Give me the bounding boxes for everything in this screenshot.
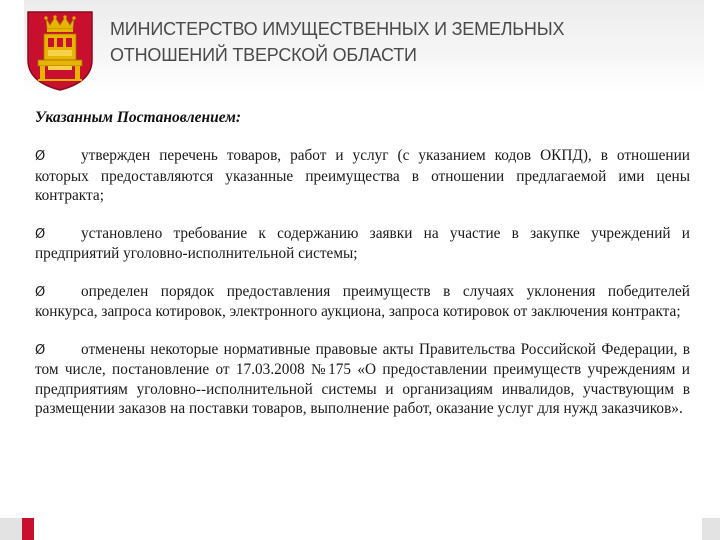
list-item: [35, 146, 690, 206]
list-item: [35, 282, 690, 322]
intro-heading: Указанным Постановлением:: [35, 109, 241, 126]
tver-coat-of-arms-icon: [24, 8, 96, 92]
arrow-bullet-icon: Ø: [35, 226, 46, 242]
arrow-bullet-icon: Ø: [35, 284, 46, 300]
list-item: [35, 340, 690, 419]
list-item-text: установлено требование к содержанию заявки на участие в закупке учреждений и предприятий уголовно-исполнительной системы;: [35, 224, 690, 262]
ministry-title: [110, 16, 670, 68]
list-item-text: отменены некоторые нормативные правовые акты Правительства Российской Федерации, в том числе, постановление от 17.03.2008 №175 «О предоставлении преимуществ учреждениям и предприятиям уголовно--исполнительной системы и организациям инвалидов, участвующим в размещении заказов на поставки товаров, выполнение работ, оказание услуг для нужд заказчиков».: [35, 340, 690, 417]
ministry-title-line2: ОТНОШЕНИЙ ТВЕРСКОЙ ОБЛАСТИ: [110, 45, 417, 65]
list-item-text: утвержден перечень товаров, работ и услуг (с указанием кодов ОКПД), в отношении которых предоставляются указанные преимущества в отношении предлагаемой ими цены контракта;: [35, 147, 690, 204]
footer-bar: [0, 518, 720, 540]
footer-left-block: [0, 518, 22, 540]
list-item: [35, 224, 690, 264]
bullet-list: [35, 146, 690, 437]
arrow-bullet-icon: Ø: [35, 149, 46, 164]
arrow-bullet-icon: Ø: [35, 342, 46, 358]
footer-red-accent: [22, 518, 34, 540]
ministry-title-line1: МИНИСТЕРСТВО ИМУЩЕСТВЕННЫХ И ЗЕМЕЛЬНЫХ: [110, 19, 565, 39]
list-item-text: определен порядок предоставления преимуществ в случаях уклонения победителей конкурса, запроса котировок, электронного аукциона, запроса котировок от заключения контракта;: [35, 282, 690, 320]
footer-right-block: [702, 518, 720, 540]
